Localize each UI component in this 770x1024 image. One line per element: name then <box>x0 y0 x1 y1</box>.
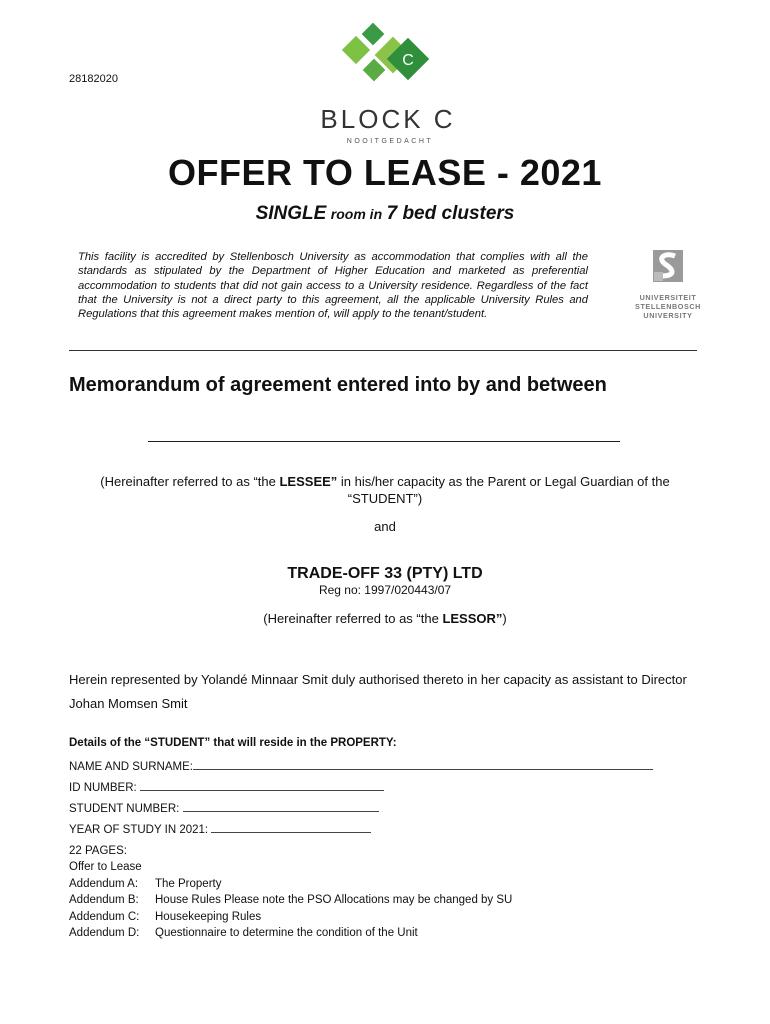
id-field-label: ID NUMBER: <box>69 782 140 794</box>
company-name: TRADE-OFF 33 (PTY) LTD <box>287 565 483 582</box>
id-field-blank[interactable] <box>140 780 384 791</box>
section-divider <box>69 350 697 351</box>
pages-list <box>69 843 512 941</box>
pages-count: 22 PAGES: <box>69 845 127 857</box>
addendum-label: Addendum A: <box>69 877 139 890</box>
lessor-description <box>0 611 770 626</box>
addendum-label: Addendum C: <box>69 910 140 923</box>
name-field-blank[interactable] <box>193 759 653 770</box>
lessee-bold: LESSEE” <box>279 474 338 489</box>
addendum-text: The Property <box>155 877 222 890</box>
year-field-row <box>69 822 371 836</box>
student-details-heading: Details of the “STUDENT” that will reside in the PROPERTY: <box>69 737 397 749</box>
page-subtitle <box>0 203 770 225</box>
logo-letter: C <box>402 52 414 69</box>
university-name-line-1: UNIVERSITEIT <box>639 293 697 302</box>
list-item <box>69 876 512 892</box>
block-c-logo <box>300 18 480 145</box>
student-number-field-label: STUDENT NUMBER: <box>69 803 183 815</box>
pages-offer: Offer to Lease <box>69 861 142 874</box>
university-name-line-3: UNIVERSITY <box>643 311 693 320</box>
addendum-label: Addendum B: <box>69 894 139 907</box>
page-title: OFFER TO LEASE - 2021 <box>168 152 602 193</box>
student-number-field-row <box>69 801 379 815</box>
logo-name: BLOCK C <box>320 104 456 134</box>
list-item <box>69 909 512 925</box>
addendum-label: Addendum D: <box>69 927 140 940</box>
registration-number: Reg no: 1997/020443/07 <box>318 583 452 597</box>
logo-location: NOOITGEDACHT <box>346 138 434 145</box>
representation-paragraph: Herein represented by Yolandé Minnaar Smit duly authorised thereto in her capacity as assistant to Director Johan Momsen Smit <box>69 672 687 711</box>
memorandum-heading: Memorandum of agreement entered into by and between <box>69 374 607 396</box>
addendum-text: Questionnaire to determine the condition of the Unit <box>155 927 418 940</box>
addendum-text: House Rules Please note the PSO Allocations may be changed by SU <box>155 894 513 907</box>
list-item <box>69 892 512 908</box>
document-number: 28182020 <box>69 73 118 85</box>
and-text: and <box>374 519 396 534</box>
logo-diamonds-icon <box>300 18 480 102</box>
subtitle-clusters: 7 bed clusters <box>386 203 515 224</box>
lessee-prefix: (Hereinafter referred to as “the <box>100 474 280 489</box>
subtitle-single: SINGLE <box>255 203 327 224</box>
id-field-row <box>69 780 384 794</box>
addendum-text: Housekeeping Rules <box>155 910 262 923</box>
lessor-prefix: (Hereinafter referred to as “the <box>263 611 443 626</box>
name-field-row <box>69 759 653 773</box>
lessor-suffix: ) <box>502 611 507 626</box>
stellenbosch-university-logo <box>628 248 708 328</box>
university-shield-icon <box>651 248 685 284</box>
list-item <box>69 925 512 941</box>
accreditation-paragraph: This facility is accredited by Stellenbosch University as accommodation that complies with all the standards as stipulated by the Department of Higher Education and marketed as preferential accommodation to students that did not gain access to a University residence. Regardless of the fact that the University is not a direct party to this agreement, all the applicable University Rules and Regulations that this agreement makes mention of, will apply to the tenant/student. <box>78 251 588 321</box>
lessor-bold: LESSOR” <box>442 611 503 626</box>
student-number-field-blank[interactable] <box>183 801 379 812</box>
subtitle-room-in: room in <box>330 206 383 222</box>
lessee-suffix: in his/her capacity as the Parent or Legal Guardian of the “STUDENT”) <box>337 474 670 506</box>
year-field-label: YEAR OF STUDY IN 2021: <box>69 824 212 836</box>
lessee-name-blank[interactable] <box>148 441 620 442</box>
name-field-label: NAME AND SURNAME: <box>69 761 193 773</box>
year-field-blank[interactable] <box>211 822 371 833</box>
lessee-description <box>68 473 702 507</box>
university-name-line-2: STELLENBOSCH <box>635 302 701 311</box>
